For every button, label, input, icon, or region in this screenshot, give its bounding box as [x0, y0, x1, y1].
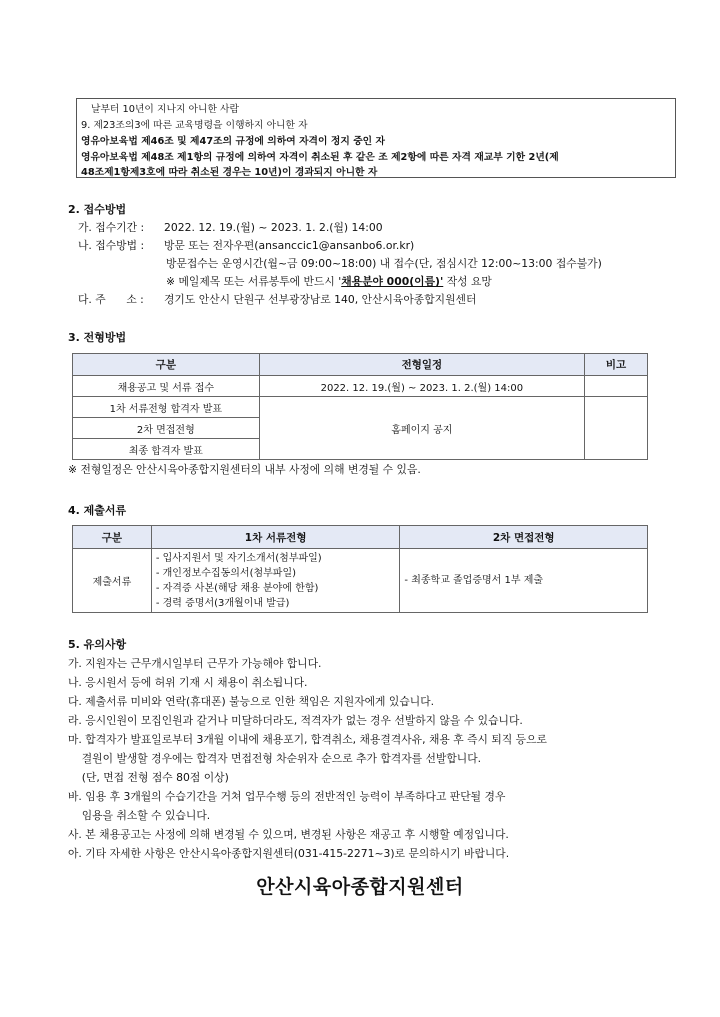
email-note	[166, 274, 492, 289]
list-item: - 자격증 사본(해당 채용 분야에 한함)	[155, 582, 319, 594]
address-value: 경기도 안산시 단원구 선부광장남로 140, 안산시육아종합지원센터	[164, 293, 477, 306]
section5-heading: 5. 유의사항	[68, 638, 127, 651]
notice-line: 가. 지원자는 근무개시일부터 근무가 가능해야 합니다.	[68, 657, 322, 670]
notice-line: 결원이 발생할 경우에는 합격자 면접전형 차순위자 순으로 추가 합격자를 선발합니다.	[68, 752, 482, 765]
documents-first-list	[151, 549, 400, 613]
notice-line: 아. 기타 자세한 사항은 안산시육아종합지원센터(031-415-2271~3)로 문의하시기 바랍니다.	[68, 847, 510, 860]
documents-header-first: 1차 서류전형	[151, 526, 400, 549]
section4-heading: 4. 제출서류	[68, 504, 127, 517]
documents-row-label: 제출서류	[73, 549, 152, 613]
method-label: 나. 접수방법 :	[78, 239, 145, 252]
list-item: - 개인정보수집동의서(첨부파일)	[155, 567, 297, 579]
schedule-header-category: 구분	[73, 354, 260, 376]
schedule-merged-value: 홈페이지 공지	[259, 397, 584, 460]
documents-header-second: 2차 면접전형	[400, 526, 648, 549]
documents-header-category: 구분	[73, 526, 152, 549]
organization-name: 안산시육아종합지원센터	[256, 876, 464, 898]
schedule-merged-note	[585, 397, 648, 460]
schedule-note: ※ 전형일정은 안산시육아종합지원센터의 내부 사정에 의해 변경될 수 있음.	[68, 463, 421, 476]
documents-table	[72, 525, 648, 613]
schedule-row-label: 1차 서류전형 합격자 발표	[73, 397, 260, 418]
notice-line: 임용을 취소할 수 있습니다.	[68, 809, 211, 822]
notice-line: 다. 제출서류 미비와 연락(휴대폰) 불능으로 인한 책임은 지원자에게 있습니다.	[68, 695, 435, 708]
email-note-bold: 채용분야 000(이름)'	[341, 275, 444, 288]
schedule-header-note: 비고	[585, 354, 648, 376]
schedule-row-value: 2022. 12. 19.(월) ~ 2023. 1. 2.(월) 14:00	[259, 376, 584, 397]
schedule-row-label: 최종 합격자 발표	[73, 439, 260, 460]
schedule-table	[72, 353, 648, 460]
address-label: 다. 주 소 :	[78, 293, 144, 306]
schedule-row-label: 2차 면접전형	[73, 418, 260, 439]
schedule-row-note	[585, 376, 648, 397]
documents-second-item: - 최종학교 졸업증명서 1부 제출	[400, 549, 648, 613]
section3-heading: 3. 전형방법	[68, 331, 127, 344]
section2-heading: 2. 접수방법	[68, 203, 127, 216]
disqualification-box	[76, 98, 676, 178]
email-note-pre: ※ 메일제목 또는 서류봉투에 반드시 '	[166, 275, 342, 288]
list-item: - 경력 증명서(3개월이내 발급)	[155, 597, 290, 609]
notice-line: 나. 응시원서 등에 허위 기재 시 채용이 취소됩니다.	[68, 676, 308, 689]
schedule-row-label: 채용공고 및 서류 접수	[73, 376, 260, 397]
box-line-3: 영유아보육법 제46조 및 제47조의 규정에 의하여 자격이 정지 중인 자	[81, 136, 386, 147]
notice-line: 라. 응시인원이 모집인원과 같거나 미달하더라도, 적격자가 없는 경우 선발하지 않을 수 있습니다.	[68, 714, 523, 727]
email-note-post: 작성 요망	[443, 275, 492, 288]
list-item: - 입사지원서 및 자기소개서(첨부파일)	[155, 552, 322, 564]
visit-note: 방문접수는 운영시간(월~금 09:00~18:00) 내 접수(단, 점심시간 12:00~13:00 접수불가)	[166, 257, 602, 270]
box-line-5: 48조제1항제3호에 따라 취소된 경우는 10년)이 경과되지 아니한 자	[81, 167, 378, 178]
box-line-4: 영유아보육법 제48조 제1항의 규정에 의하여 자격이 취소된 후 같은 조 제2항에 따른 자격 재교부 기한 2년(제	[81, 152, 559, 163]
period-label: 가. 접수기간 :	[78, 221, 145, 234]
method-value: 방문 또는 전자우편(ansanccic1@ansanbo6.or.kr)	[164, 239, 415, 252]
notice-line: 사. 본 채용공고는 사정에 의해 변경될 수 있으며, 변경된 사항은 재공고 후 시행할 예정입니다.	[68, 828, 509, 841]
notice-line: 바. 임용 후 3개월의 수습기간을 거쳐 업무수행 등의 전반적인 능력이 부족하다고 판단될 경우	[68, 790, 506, 803]
box-line-1: 날부터 10년이 지나지 아니한 사람	[91, 104, 239, 115]
box-line-2: 9. 제23조의3에 따른 교육명령을 이행하지 아니한 자	[81, 120, 308, 131]
notice-line: 마. 합격자가 발표일로부터 3개월 이내에 채용포기, 합격취소, 채용결격사유, 채용 후 즉시 퇴직 등으로	[68, 733, 547, 746]
notice-line: (단, 면접 전형 점수 80점 이상)	[68, 771, 229, 784]
period-value: 2022. 12. 19.(월) ~ 2023. 1. 2.(월) 14:00	[164, 221, 383, 234]
schedule-header-schedule: 전형일정	[259, 354, 584, 376]
